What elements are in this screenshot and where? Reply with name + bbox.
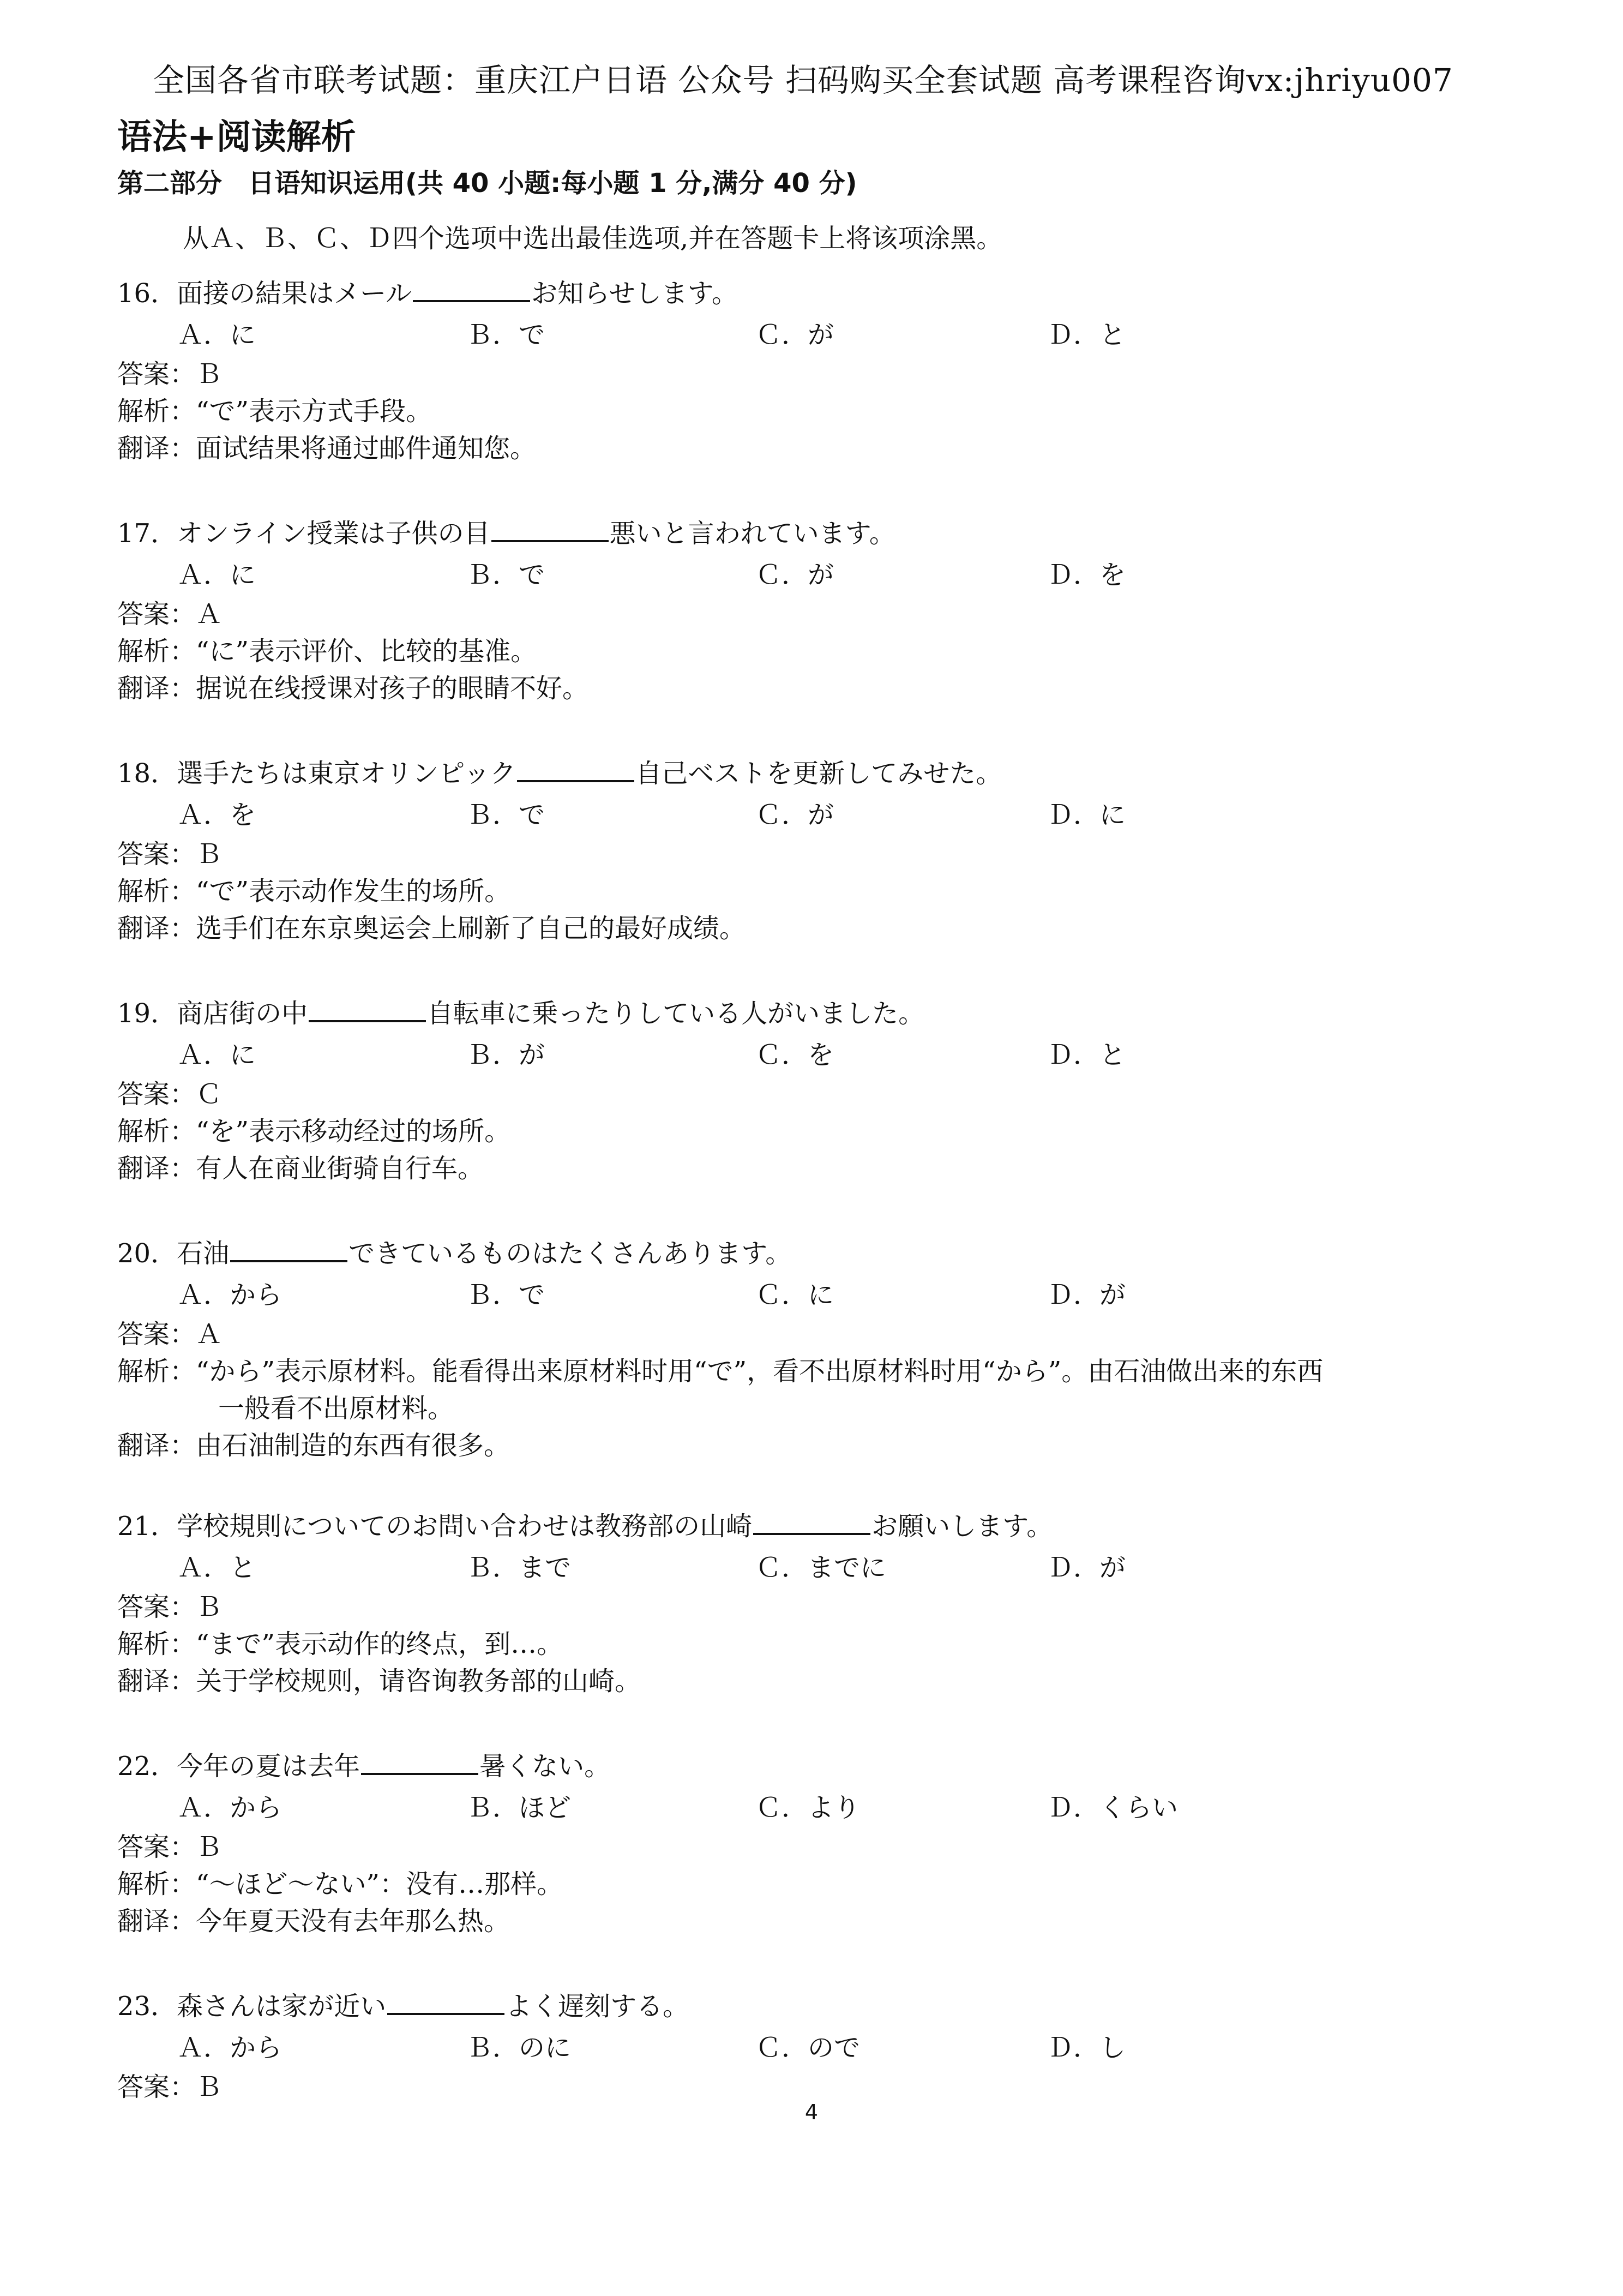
stem-after-blank: 自己ベストを更新してみせた。: [635, 758, 1002, 789]
answer-blank: [517, 758, 634, 782]
option-d: Ｄ．と: [1047, 320, 1126, 350]
answer-line: 答案：Ａ: [117, 1319, 223, 1350]
answer-blank: [230, 1238, 347, 1262]
answer-blank: [753, 1511, 870, 1535]
answer-line: 答案：Ｃ: [117, 1079, 223, 1110]
option-b: Ｂ．で: [466, 560, 545, 590]
answer-line: 答案：Ｂ: [117, 839, 223, 870]
question-20: [117, 1233, 1546, 1464]
analysis-line: 解析：“に”表示评价、比较的基准。: [117, 636, 537, 667]
question-number: 19．: [117, 998, 177, 1029]
question-number: 16．: [117, 278, 177, 309]
question-stem: [117, 993, 1546, 1034]
question-stem: [117, 753, 1546, 794]
option-b: Ｂ．で: [466, 1280, 545, 1310]
option-a: Ａ．と: [177, 1552, 256, 1583]
translation-line: 翻译：有人在商业街骑自行车。: [117, 1153, 484, 1184]
stem-after-blank: お願いします。: [871, 1511, 1053, 1542]
translation-line: 翻译：今年夏天没有去年那么热。: [117, 1906, 510, 1937]
stem-before-blank: オンライン授業は子供の目: [177, 518, 490, 549]
stem-before-blank: 石油: [177, 1238, 230, 1269]
analysis-line: 解析：“～ほど～ない”：没有…那样。: [117, 1869, 563, 1899]
analysis-line-continued: 一般看不出原材料。: [218, 1393, 454, 1424]
answer-blank: [361, 1751, 478, 1775]
option-c: Ｃ．までに: [755, 1552, 887, 1583]
options-row: [117, 1034, 1546, 1076]
option-a: Ａ．から: [177, 2033, 282, 2063]
question-stem: [117, 1986, 1546, 2027]
question-22: [117, 1746, 1546, 1940]
question-number: 22．: [117, 1751, 177, 1782]
stem-after-blank: できているものはたくさんあります。: [348, 1238, 792, 1269]
question-16: [117, 273, 1546, 467]
page-header: 全国各省市联考试题：重庆江户日语 公众号 扫码购买全套试题 高考课程咨询vx:jhriyu007: [153, 62, 1453, 99]
answer-blank: [413, 278, 530, 302]
answer-line: 答案：Ｂ: [117, 1592, 223, 1622]
option-a: Ａ．を: [177, 800, 256, 830]
options-row: [117, 794, 1546, 836]
answer-blank: [491, 518, 609, 542]
answer-line: 答案：Ｂ: [117, 1832, 223, 1862]
question-stem: [117, 273, 1546, 314]
option-a: Ａ．に: [177, 560, 256, 590]
analysis-line: 解析：“で”表示方式手段。: [117, 396, 432, 427]
option-c: Ｃ．に: [755, 1280, 834, 1310]
translation-line: 翻译：面试结果将通过邮件通知您。: [117, 433, 537, 464]
stem-after-blank: 自転車に乗ったりしている人がいました。: [427, 998, 925, 1029]
instruction-text: 从Ａ、Ｂ、Ｃ、Ｄ四个选项中选出最佳选项,并在答题卡上将该项涂黑。: [183, 223, 1003, 254]
analysis-line: 解析：“から”表示原材料。能看得出来原材料时用“で”，看不出原材料时用“から”。由石油做出来的东西: [117, 1356, 1324, 1387]
answer-line: 答案：Ｂ: [117, 2072, 223, 2102]
question-stem: [117, 1506, 1546, 1547]
translation-line: 翻译：选手们在东京奥运会上刷新了自己的最好成绩。: [117, 913, 746, 944]
option-d: Ｄ．が: [1047, 1280, 1126, 1310]
option-d: Ｄ．が: [1047, 1552, 1126, 1583]
stem-after-blank: よく遅刻する。: [506, 1991, 689, 2022]
answer-blank: [309, 998, 426, 1022]
option-b: Ｂ．が: [466, 1040, 545, 1070]
stem-before-blank: 今年の夏は去年: [177, 1751, 360, 1782]
question-19: [117, 993, 1546, 1187]
question-23: [117, 1986, 1546, 2106]
translation-line: 翻译：关于学校规则，请咨询教务部的山崎。: [117, 1666, 641, 1696]
stem-before-blank: 商店街の中: [177, 998, 308, 1029]
option-d: Ｄ．に: [1047, 800, 1126, 830]
question-18: [117, 753, 1546, 947]
question-17: [117, 513, 1546, 707]
options-row: [117, 1787, 1546, 1829]
options-row: [117, 2027, 1546, 2069]
options-row: [117, 314, 1546, 356]
option-b: Ｂ．ほど: [466, 1793, 572, 1823]
option-b: Ｂ．で: [466, 800, 545, 830]
question-number: 17．: [117, 518, 177, 549]
stem-before-blank: 森さんは家が近い: [177, 1991, 387, 2022]
question-number: 21．: [117, 1511, 177, 1542]
section-title: 语法+阅读解析: [117, 117, 356, 158]
option-c: Ｃ．を: [755, 1040, 834, 1070]
stem-before-blank: 面接の結果はメール: [177, 278, 412, 309]
options-row: [117, 554, 1546, 596]
option-d: Ｄ．くらい: [1047, 1793, 1179, 1823]
stem-before-blank: 学校規則についてのお問い合わせは教務部の山崎: [177, 1511, 753, 1542]
analysis-line: 解析：“まで”表示动作的终点，到…。: [117, 1629, 563, 1659]
stem-after-blank: お知らせします。: [531, 278, 738, 309]
page-number: 4: [804, 2100, 819, 2124]
option-c: Ｃ．が: [755, 800, 834, 830]
analysis-line: 解析：“で”表示动作发生的场所。: [117, 876, 511, 907]
option-a: Ａ．に: [177, 320, 256, 350]
option-a: Ａ．から: [177, 1793, 282, 1823]
translation-line: 翻译：据说在线授课对孩子的眼睛不好。: [117, 673, 589, 704]
stem-before-blank: 選手たちは東京オリンピック: [177, 758, 516, 789]
question-21: [117, 1506, 1546, 1700]
answer-blank: [387, 1991, 504, 2015]
question-number: 23．: [117, 1991, 177, 2022]
option-b: Ｂ．のに: [466, 2033, 572, 2063]
option-d: Ｄ．と: [1047, 1040, 1126, 1070]
option-d: Ｄ．を: [1047, 560, 1126, 590]
translation-line: 翻译：由石油制造的东西有很多。: [117, 1430, 510, 1461]
stem-after-blank: 悪いと言われています。: [609, 518, 895, 549]
options-row: [117, 1274, 1546, 1316]
answer-line: 答案：Ｂ: [117, 359, 223, 389]
option-b: Ｂ．で: [466, 320, 545, 350]
option-b: Ｂ．まで: [466, 1552, 572, 1583]
part-title: 第二部分 日语知识运用(共 40 小题:每小题 1 分,满分 40 分): [117, 168, 857, 199]
analysis-line: 解析：“を”表示移动经过的场所。: [117, 1116, 511, 1147]
question-stem: [117, 1233, 1546, 1274]
answer-line: 答案：Ａ: [117, 599, 223, 630]
options-row: [117, 1547, 1546, 1588]
option-c: Ｃ．より: [755, 1793, 861, 1823]
question-stem: [117, 1746, 1546, 1787]
question-number: 18．: [117, 758, 177, 789]
stem-after-blank: 暑くない。: [479, 1751, 611, 1782]
option-c: Ｃ．ので: [755, 2033, 861, 2063]
option-a: Ａ．から: [177, 1280, 282, 1310]
option-a: Ａ．に: [177, 1040, 256, 1070]
option-c: Ｃ．が: [755, 560, 834, 590]
option-d: Ｄ．し: [1047, 2033, 1126, 2063]
option-c: Ｃ．が: [755, 320, 834, 350]
question-stem: [117, 513, 1546, 554]
question-number: 20．: [117, 1238, 177, 1269]
